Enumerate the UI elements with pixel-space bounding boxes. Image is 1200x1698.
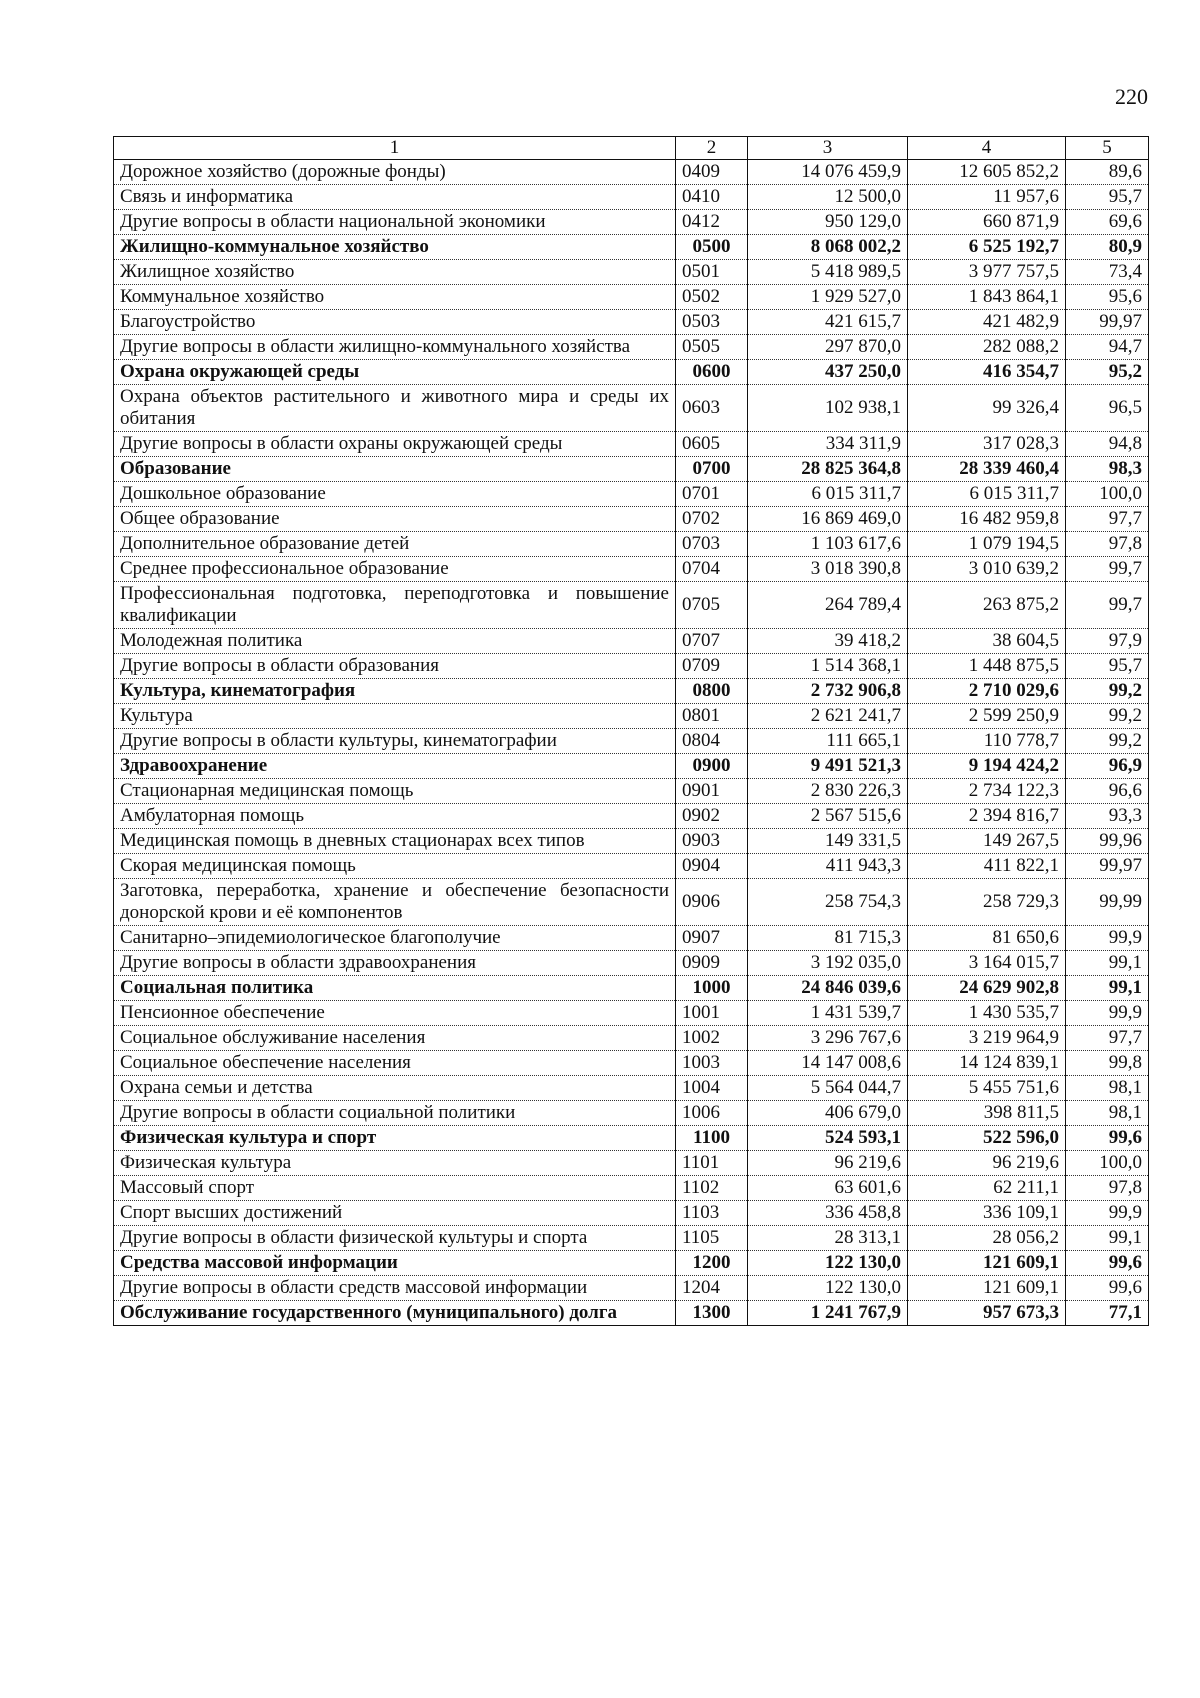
row-percent: 99,6: [1066, 1251, 1149, 1276]
table-row: [114, 1176, 1149, 1201]
row-percent: 99,6: [1066, 1126, 1149, 1151]
row-fact-value: 1 448 875,5: [908, 654, 1066, 679]
row-name: Заготовка, переработка, хранение и обеспечение безопасности донорской крови и её компонентов: [114, 879, 676, 926]
row-code: 1105: [676, 1226, 748, 1251]
row-percent: 97,8: [1066, 1176, 1149, 1201]
table-row: [114, 160, 1149, 185]
row-plan-value: 411 943,3: [748, 854, 908, 879]
row-code: 0702: [676, 507, 748, 532]
table-row: [114, 210, 1149, 235]
row-fact-value: 957 673,3: [908, 1301, 1066, 1326]
header-col-4: 4: [908, 137, 1066, 160]
row-code: 0907: [676, 926, 748, 951]
row-name: Скорая медицинская помощь: [114, 854, 676, 879]
table-row: [114, 729, 1149, 754]
row-percent: 73,4: [1066, 260, 1149, 285]
row-plan-value: 2 567 515,6: [748, 804, 908, 829]
row-fact-value: 81 650,6: [908, 926, 1066, 951]
row-fact-value: 110 778,7: [908, 729, 1066, 754]
section-row: [114, 1301, 1149, 1326]
row-name: Дошкольное образование: [114, 482, 676, 507]
row-code: 1200: [676, 1251, 748, 1276]
row-percent: 97,7: [1066, 1026, 1149, 1051]
row-code: 0505: [676, 335, 748, 360]
section-row: [114, 360, 1149, 385]
row-percent: 99,9: [1066, 926, 1149, 951]
header-row: [114, 137, 1149, 160]
row-plan-value: 334 311,9: [748, 432, 908, 457]
row-name: Санитарно–эпидемиологическое благополучие: [114, 926, 676, 951]
row-code: 1204: [676, 1276, 748, 1301]
row-code: 0502: [676, 285, 748, 310]
row-name: Жилищное хозяйство: [114, 260, 676, 285]
table-row: [114, 1076, 1149, 1101]
table-body: [114, 160, 1149, 1326]
row-code: 1002: [676, 1026, 748, 1051]
table-row: [114, 1101, 1149, 1126]
table-row: [114, 829, 1149, 854]
row-code: 0600: [676, 360, 748, 385]
row-plan-value: 1 103 617,6: [748, 532, 908, 557]
row-fact-value: 336 109,1: [908, 1201, 1066, 1226]
row-plan-value: 297 870,0: [748, 335, 908, 360]
row-name: Связь и информатика: [114, 185, 676, 210]
row-code: 0801: [676, 704, 748, 729]
row-percent: 99,1: [1066, 951, 1149, 976]
row-percent: 97,8: [1066, 532, 1149, 557]
table-row: [114, 854, 1149, 879]
section-row: [114, 754, 1149, 779]
table-row: [114, 629, 1149, 654]
row-name: Социальная политика: [114, 976, 676, 1001]
row-code: 1100: [676, 1126, 748, 1151]
row-percent: 99,97: [1066, 310, 1149, 335]
row-fact-value: 421 482,9: [908, 310, 1066, 335]
table-row: [114, 385, 1149, 432]
row-plan-value: 336 458,8: [748, 1201, 908, 1226]
row-name: Дополнительное образование детей: [114, 532, 676, 557]
row-name: Благоустройство: [114, 310, 676, 335]
row-code: 0707: [676, 629, 748, 654]
row-fact-value: 3 010 639,2: [908, 557, 1066, 582]
row-code: 1000: [676, 976, 748, 1001]
row-name: Социальное обслуживание населения: [114, 1026, 676, 1051]
row-fact-value: 121 609,1: [908, 1251, 1066, 1276]
row-fact-value: 121 609,1: [908, 1276, 1066, 1301]
table-row: [114, 557, 1149, 582]
row-fact-value: 24 629 902,8: [908, 976, 1066, 1001]
row-plan-value: 102 938,1: [748, 385, 908, 432]
row-percent: 80,9: [1066, 235, 1149, 260]
row-name: Среднее профессиональное образование: [114, 557, 676, 582]
row-code: 0500: [676, 235, 748, 260]
row-code: 0412: [676, 210, 748, 235]
row-name: Массовый спорт: [114, 1176, 676, 1201]
row-percent: 95,2: [1066, 360, 1149, 385]
section-row: [114, 976, 1149, 1001]
table-row: [114, 582, 1149, 629]
row-fact-value: 2 599 250,9: [908, 704, 1066, 729]
row-plan-value: 1 431 539,7: [748, 1001, 908, 1026]
row-code: 0501: [676, 260, 748, 285]
row-code: 1300: [676, 1301, 748, 1326]
table-row: [114, 260, 1149, 285]
table-row: [114, 482, 1149, 507]
row-plan-value: 5 564 044,7: [748, 1076, 908, 1101]
table-row: [114, 926, 1149, 951]
row-code: 0903: [676, 829, 748, 854]
row-code: 0900: [676, 754, 748, 779]
row-fact-value: 96 219,6: [908, 1151, 1066, 1176]
row-plan-value: 9 491 521,3: [748, 754, 908, 779]
row-name: Другие вопросы в области культуры, кинематографии: [114, 729, 676, 754]
table-row: [114, 779, 1149, 804]
row-code: 0410: [676, 185, 748, 210]
row-fact-value: 149 267,5: [908, 829, 1066, 854]
row-plan-value: 3 192 035,0: [748, 951, 908, 976]
row-fact-value: 3 977 757,5: [908, 260, 1066, 285]
row-fact-value: 2 710 029,6: [908, 679, 1066, 704]
row-fact-value: 16 482 959,8: [908, 507, 1066, 532]
row-percent: 98,3: [1066, 457, 1149, 482]
row-name: Коммунальное хозяйство: [114, 285, 676, 310]
row-name: Спорт высших достижений: [114, 1201, 676, 1226]
section-row: [114, 235, 1149, 260]
row-name: Средства массовой информации: [114, 1251, 676, 1276]
row-percent: 99,1: [1066, 976, 1149, 1001]
row-percent: 100,0: [1066, 1151, 1149, 1176]
row-fact-value: 258 729,3: [908, 879, 1066, 926]
row-name: Культура: [114, 704, 676, 729]
row-name: Физическая культура и спорт: [114, 1126, 676, 1151]
row-percent: 96,9: [1066, 754, 1149, 779]
row-plan-value: 1 929 527,0: [748, 285, 908, 310]
row-percent: 99,9: [1066, 1001, 1149, 1026]
row-plan-value: 16 869 469,0: [748, 507, 908, 532]
row-plan-value: 39 418,2: [748, 629, 908, 654]
page-number: 220: [1115, 84, 1148, 109]
row-percent: 96,6: [1066, 779, 1149, 804]
row-code: 0700: [676, 457, 748, 482]
budget-table: [113, 136, 1149, 1326]
row-fact-value: 11 957,6: [908, 185, 1066, 210]
section-row: [114, 679, 1149, 704]
row-code: 0902: [676, 804, 748, 829]
row-plan-value: 14 076 459,9: [748, 160, 908, 185]
row-code: 0701: [676, 482, 748, 507]
row-name: Молодежная политика: [114, 629, 676, 654]
row-fact-value: 1 079 194,5: [908, 532, 1066, 557]
row-fact-value: 99 326,4: [908, 385, 1066, 432]
row-plan-value: 149 331,5: [748, 829, 908, 854]
row-plan-value: 421 615,7: [748, 310, 908, 335]
row-plan-value: 5 418 989,5: [748, 260, 908, 285]
row-fact-value: 2 394 816,7: [908, 804, 1066, 829]
row-name: Пенсионное обеспечение: [114, 1001, 676, 1026]
header-col-5: 5: [1066, 137, 1149, 160]
row-name: Другие вопросы в области образования: [114, 654, 676, 679]
row-name: Амбулаторная помощь: [114, 804, 676, 829]
row-fact-value: 282 088,2: [908, 335, 1066, 360]
table-row: [114, 532, 1149, 557]
header-col-2: 2: [676, 137, 748, 160]
row-code: 0705: [676, 582, 748, 629]
row-plan-value: 437 250,0: [748, 360, 908, 385]
row-fact-value: 263 875,2: [908, 582, 1066, 629]
row-name: Стационарная медицинская помощь: [114, 779, 676, 804]
row-name: Здравоохранение: [114, 754, 676, 779]
table-row: [114, 335, 1149, 360]
row-name: Общее образование: [114, 507, 676, 532]
row-name: Социальное обеспечение населения: [114, 1051, 676, 1076]
row-fact-value: 5 455 751,6: [908, 1076, 1066, 1101]
row-name: Другие вопросы в области охраны окружающей среды: [114, 432, 676, 457]
row-code: 0503: [676, 310, 748, 335]
row-code: 1101: [676, 1151, 748, 1176]
section-row: [114, 1126, 1149, 1151]
table-row: [114, 432, 1149, 457]
row-name: Другие вопросы в области физической культуры и спорта: [114, 1226, 676, 1251]
row-name: Физическая культура: [114, 1151, 676, 1176]
table-row: [114, 1051, 1149, 1076]
row-name: Другие вопросы в области национальной экономики: [114, 210, 676, 235]
row-name: Другие вопросы в области социальной политики: [114, 1101, 676, 1126]
row-percent: 99,99: [1066, 879, 1149, 926]
row-code: 0704: [676, 557, 748, 582]
row-plan-value: 2 830 226,3: [748, 779, 908, 804]
row-code: 0703: [676, 532, 748, 557]
row-code: 0605: [676, 432, 748, 457]
row-name: Охрана окружающей среды: [114, 360, 676, 385]
row-code: 1003: [676, 1051, 748, 1076]
row-percent: 99,8: [1066, 1051, 1149, 1076]
row-plan-value: 524 593,1: [748, 1126, 908, 1151]
row-code: 0800: [676, 679, 748, 704]
row-code: 0901: [676, 779, 748, 804]
row-plan-value: 28 313,1: [748, 1226, 908, 1251]
row-name: Другие вопросы в области здравоохранения: [114, 951, 676, 976]
table-header: [114, 137, 1149, 160]
row-plan-value: 63 601,6: [748, 1176, 908, 1201]
row-fact-value: 6 015 311,7: [908, 482, 1066, 507]
row-name: Другие вопросы в области жилищно-коммунального хозяйства: [114, 335, 676, 360]
row-plan-value: 122 130,0: [748, 1251, 908, 1276]
row-fact-value: 28 339 460,4: [908, 457, 1066, 482]
row-percent: 97,9: [1066, 629, 1149, 654]
row-name: Образование: [114, 457, 676, 482]
row-plan-value: 12 500,0: [748, 185, 908, 210]
row-plan-value: 406 679,0: [748, 1101, 908, 1126]
row-percent: 95,6: [1066, 285, 1149, 310]
row-name: Профессиональная подготовка, переподготовка и повышение квалификации: [114, 582, 676, 629]
row-percent: 99,2: [1066, 679, 1149, 704]
row-code: 0709: [676, 654, 748, 679]
row-fact-value: 9 194 424,2: [908, 754, 1066, 779]
row-plan-value: 2 732 906,8: [748, 679, 908, 704]
row-plan-value: 14 147 008,6: [748, 1051, 908, 1076]
row-percent: 98,1: [1066, 1076, 1149, 1101]
row-code: 0909: [676, 951, 748, 976]
row-name: Охрана объектов растительного и животного мира и среды их обитания: [114, 385, 676, 432]
row-percent: 77,1: [1066, 1301, 1149, 1326]
row-percent: 99,6: [1066, 1276, 1149, 1301]
row-plan-value: 1 241 767,9: [748, 1301, 908, 1326]
row-code: 1004: [676, 1076, 748, 1101]
row-percent: 93,3: [1066, 804, 1149, 829]
row-name: Другие вопросы в области средств массовой информации: [114, 1276, 676, 1301]
row-percent: 99,9: [1066, 1201, 1149, 1226]
row-plan-value: 122 130,0: [748, 1276, 908, 1301]
row-plan-value: 258 754,3: [748, 879, 908, 926]
header-col-3: 3: [748, 137, 908, 160]
row-percent: 99,96: [1066, 829, 1149, 854]
table-row: [114, 1201, 1149, 1226]
row-percent: 69,6: [1066, 210, 1149, 235]
section-row: [114, 1251, 1149, 1276]
row-code: 0804: [676, 729, 748, 754]
table-row: [114, 185, 1149, 210]
row-fact-value: 38 604,5: [908, 629, 1066, 654]
header-col-1: 1: [114, 137, 676, 160]
row-plan-value: 1 514 368,1: [748, 654, 908, 679]
row-percent: 95,7: [1066, 185, 1149, 210]
row-fact-value: 398 811,5: [908, 1101, 1066, 1126]
row-percent: 94,8: [1066, 432, 1149, 457]
row-plan-value: 950 129,0: [748, 210, 908, 235]
row-percent: 94,7: [1066, 335, 1149, 360]
row-fact-value: 6 525 192,7: [908, 235, 1066, 260]
row-plan-value: 24 846 039,6: [748, 976, 908, 1001]
row-code: 0906: [676, 879, 748, 926]
row-name: Охрана семьи и детства: [114, 1076, 676, 1101]
row-plan-value: 264 789,4: [748, 582, 908, 629]
row-plan-value: 81 715,3: [748, 926, 908, 951]
row-fact-value: 1 843 864,1: [908, 285, 1066, 310]
row-plan-value: 3 296 767,6: [748, 1026, 908, 1051]
row-percent: 95,7: [1066, 654, 1149, 679]
row-percent: 99,7: [1066, 582, 1149, 629]
table-row: [114, 1026, 1149, 1051]
row-fact-value: 62 211,1: [908, 1176, 1066, 1201]
row-name: Дорожное хозяйство (дорожные фонды): [114, 160, 676, 185]
table-row: [114, 804, 1149, 829]
table-row: [114, 1276, 1149, 1301]
row-percent: 100,0: [1066, 482, 1149, 507]
row-percent: 89,6: [1066, 160, 1149, 185]
table-row: [114, 654, 1149, 679]
row-fact-value: 2 734 122,3: [908, 779, 1066, 804]
row-percent: 97,7: [1066, 507, 1149, 532]
row-plan-value: 6 015 311,7: [748, 482, 908, 507]
table-row: [114, 1001, 1149, 1026]
table-row: [114, 879, 1149, 926]
row-fact-value: 411 822,1: [908, 854, 1066, 879]
row-name: Медицинская помощь в дневных стационарах всех типов: [114, 829, 676, 854]
row-fact-value: 28 056,2: [908, 1226, 1066, 1251]
row-plan-value: 96 219,6: [748, 1151, 908, 1176]
row-percent: 96,5: [1066, 385, 1149, 432]
row-percent: 99,97: [1066, 854, 1149, 879]
row-plan-value: 28 825 364,8: [748, 457, 908, 482]
row-plan-value: 8 068 002,2: [748, 235, 908, 260]
row-percent: 99,1: [1066, 1226, 1149, 1251]
row-code: 1006: [676, 1101, 748, 1126]
row-code: 0603: [676, 385, 748, 432]
table-row: [114, 507, 1149, 532]
row-fact-value: 660 871,9: [908, 210, 1066, 235]
table-row: [114, 1151, 1149, 1176]
table-row: [114, 310, 1149, 335]
row-fact-value: 1 430 535,7: [908, 1001, 1066, 1026]
row-percent: 98,1: [1066, 1101, 1149, 1126]
row-fact-value: 416 354,7: [908, 360, 1066, 385]
table-row: [114, 951, 1149, 976]
row-fact-value: 3 219 964,9: [908, 1026, 1066, 1051]
row-name: Культура, кинематография: [114, 679, 676, 704]
row-plan-value: 3 018 390,8: [748, 557, 908, 582]
row-percent: 99,2: [1066, 704, 1149, 729]
row-percent: 99,7: [1066, 557, 1149, 582]
row-name: Жилищно-коммунальное хозяйство: [114, 235, 676, 260]
table-row: [114, 704, 1149, 729]
row-fact-value: 522 596,0: [908, 1126, 1066, 1151]
row-name: Обслуживание государственного (муниципального) долга: [114, 1301, 676, 1326]
row-percent: 99,2: [1066, 729, 1149, 754]
row-code: 1001: [676, 1001, 748, 1026]
row-code: 0409: [676, 160, 748, 185]
row-plan-value: 111 665,1: [748, 729, 908, 754]
row-fact-value: 317 028,3: [908, 432, 1066, 457]
row-code: 1103: [676, 1201, 748, 1226]
row-code: 1102: [676, 1176, 748, 1201]
row-fact-value: 12 605 852,2: [908, 160, 1066, 185]
row-code: 0904: [676, 854, 748, 879]
row-plan-value: 2 621 241,7: [748, 704, 908, 729]
table-row: [114, 1226, 1149, 1251]
section-row: [114, 457, 1149, 482]
row-fact-value: 14 124 839,1: [908, 1051, 1066, 1076]
row-fact-value: 3 164 015,7: [908, 951, 1066, 976]
table-row: [114, 285, 1149, 310]
